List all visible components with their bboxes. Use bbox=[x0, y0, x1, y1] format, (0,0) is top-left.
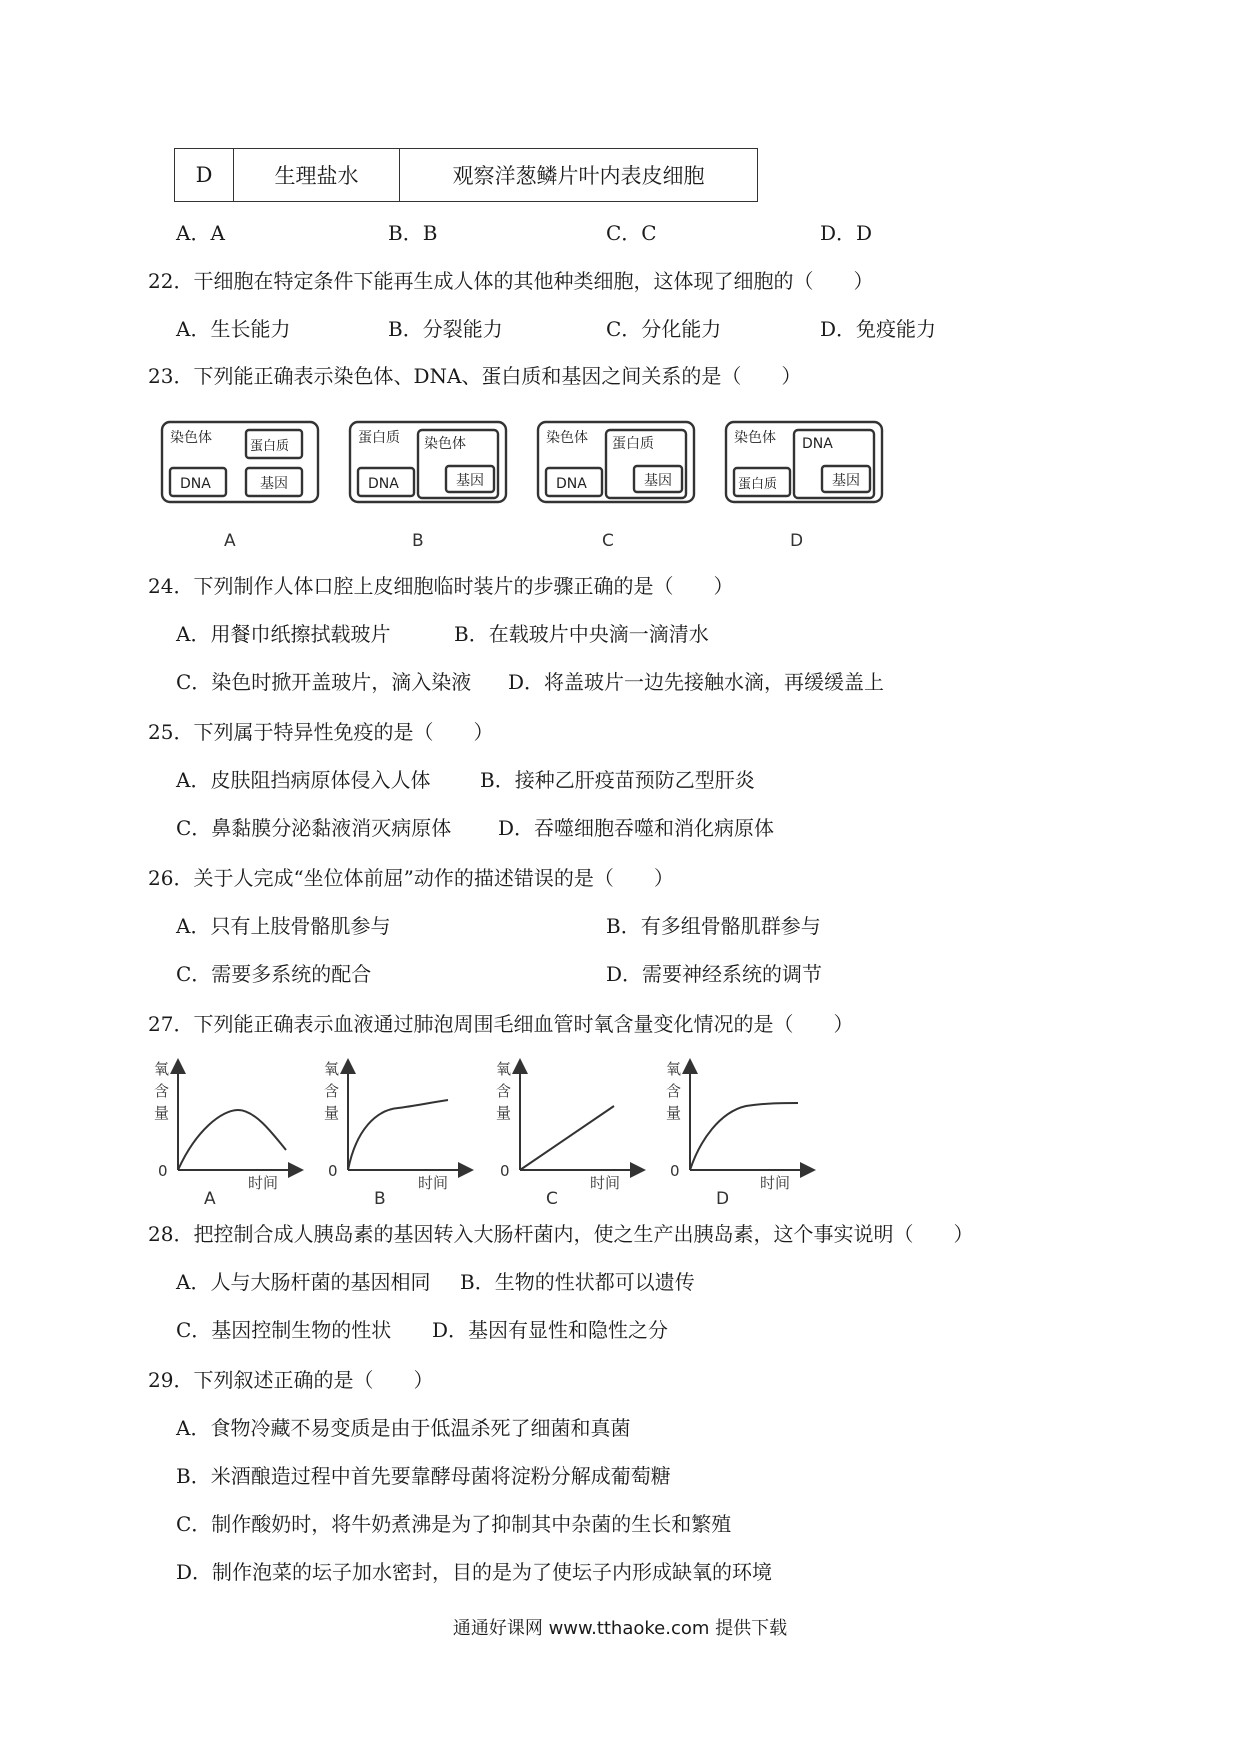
question-21-table bbox=[174, 148, 758, 202]
graph-a-ylabel: 量 bbox=[154, 1104, 170, 1122]
diagram-d-chromosome-label: 染色体 bbox=[734, 430, 776, 446]
diagram-d-dna-label: DNA bbox=[802, 436, 833, 452]
q23-stem: 23．下列能正确表示染色体、DNA、蛋白质和基因之间关系的是（ ） bbox=[148, 364, 802, 388]
q21-option-c[interactable]: C．C bbox=[606, 221, 657, 245]
graph-c-ylabel: 含 bbox=[496, 1082, 512, 1100]
diagram-a-chromosome-label: 染色体 bbox=[170, 430, 212, 446]
diagram-b-dna-label: DNA bbox=[368, 476, 399, 492]
graph-c-letter[interactable]: C bbox=[546, 1189, 558, 1208]
graph-b-xlabel: 时间 bbox=[418, 1174, 449, 1192]
diagram-c-dna-label: DNA bbox=[556, 476, 587, 492]
q23-diagrams bbox=[150, 412, 910, 552]
q29-option-a[interactable]: A．食物冷藏不易变质是由于低温杀死了细菌和真菌 bbox=[176, 1416, 631, 1440]
q22-stem: 22．干细胞在特定条件下能再生成人体的其他种类细胞，这体现了细胞的（ ） bbox=[148, 269, 874, 293]
graph-d-letter[interactable]: D bbox=[716, 1189, 730, 1208]
table-cell-purpose: 观察洋葱鳞片叶内表皮细胞 bbox=[400, 149, 758, 202]
q26-option-d[interactable]: D．需要神经系统的调节 bbox=[606, 962, 823, 986]
q22-option-b[interactable]: B．分裂能力 bbox=[388, 317, 503, 341]
diagram-d-letter[interactable]: D bbox=[790, 531, 804, 551]
q25-option-b[interactable]: B．接种乙肝疫苗预防乙型肝炎 bbox=[480, 768, 755, 792]
graph-d-xlabel: 时间 bbox=[760, 1174, 791, 1192]
q24-option-d[interactable]: D．将盖玻片一边先接触水滴，再缓缓盖上 bbox=[508, 670, 885, 694]
diagram-a-dna-label: DNA bbox=[180, 476, 211, 492]
graph-c-curve bbox=[520, 1106, 614, 1170]
graph-a-ylabel: 氧 bbox=[154, 1060, 170, 1078]
diagram-c-gene-label: 基因 bbox=[644, 473, 672, 489]
graph-c-ylabel: 氧 bbox=[496, 1060, 512, 1078]
graph-b-ylabel: 氧 bbox=[324, 1060, 340, 1078]
graph-c-ylabel: 量 bbox=[496, 1104, 512, 1122]
graph-d-ylabel: 量 bbox=[666, 1104, 682, 1122]
q24-option-a[interactable]: A．用餐巾纸擦拭载玻片 bbox=[176, 622, 391, 646]
graph-a-curve bbox=[178, 1110, 286, 1170]
diagram-d-protein-label: 蛋白质 bbox=[738, 477, 778, 492]
graph-d-ylabel: 氧 bbox=[666, 1060, 682, 1078]
diagram-b-protein-label: 蛋白质 bbox=[358, 430, 400, 446]
q27-graphs bbox=[150, 1058, 870, 1208]
diagram-a-letter[interactable]: A bbox=[224, 531, 236, 551]
q28-stem: 28．把控制合成人胰岛素的基因转入大肠杆菌内，使之生产出胰岛素，这个事实说明（ ） bbox=[148, 1222, 974, 1246]
q25-option-a[interactable]: A．皮肤阻挡病原体侵入人体 bbox=[176, 768, 431, 792]
q21-option-a[interactable]: A．A bbox=[176, 221, 225, 245]
graph-a-letter[interactable]: A bbox=[204, 1189, 216, 1208]
q28-option-a[interactable]: A．人与大肠杆菌的基因相同 bbox=[176, 1270, 431, 1294]
q25-option-d[interactable]: D．吞噬细胞吞噬和消化病原体 bbox=[498, 816, 775, 840]
q28-option-c[interactable]: C．基因控制生物的性状 bbox=[176, 1318, 392, 1342]
graph-b-curve bbox=[348, 1100, 448, 1170]
q22-option-c[interactable]: C．分化能力 bbox=[606, 317, 722, 341]
q21-option-b[interactable]: B．B bbox=[388, 221, 438, 245]
diagram-b-letter[interactable]: B bbox=[412, 531, 424, 551]
diagram-a-protein-label: 蛋白质 bbox=[250, 439, 290, 454]
q29-option-b[interactable]: B．米酒酿造过程中首先要靠酵母菌将淀粉分解成葡萄糖 bbox=[176, 1464, 671, 1488]
graph-d-ylabel: 含 bbox=[666, 1082, 682, 1100]
q24-stem: 24．下列制作人体口腔上皮细胞临时装片的步骤正确的是（ ） bbox=[148, 574, 734, 598]
diagram-c-protein-label: 蛋白质 bbox=[612, 436, 654, 452]
graph-d-origin: 0 bbox=[670, 1162, 680, 1180]
q24-option-c[interactable]: C．染色时掀开盖玻片，滴入染液 bbox=[176, 670, 472, 694]
graph-b-letter[interactable]: B bbox=[374, 1189, 386, 1208]
q25-stem: 25．下列属于特异性免疫的是（ ） bbox=[148, 720, 494, 744]
q29-option-c[interactable]: C．制作酸奶时，将牛奶煮沸是为了抑制其中杂菌的生长和繁殖 bbox=[176, 1512, 732, 1536]
q26-stem: 26．关于人完成“坐位体前屈”动作的描述错误的是（ ） bbox=[148, 866, 674, 890]
q22-option-a[interactable]: A．生长能力 bbox=[176, 317, 291, 341]
graph-b-ylabel: 含 bbox=[324, 1082, 340, 1100]
q29-stem: 29．下列叙述正确的是（ ） bbox=[148, 1368, 434, 1392]
q28-option-b[interactable]: B．生物的性状都可以遗传 bbox=[460, 1270, 695, 1294]
diagram-b-gene-label: 基因 bbox=[456, 473, 484, 489]
diagram-d-gene-label: 基因 bbox=[832, 473, 860, 489]
q26-option-a[interactable]: A．只有上肢骨骼肌参与 bbox=[176, 914, 391, 938]
q24-option-b[interactable]: B．在载玻片中央滴一滴清水 bbox=[454, 622, 709, 646]
graph-a-ylabel: 含 bbox=[154, 1082, 170, 1100]
graph-d-curve bbox=[690, 1103, 798, 1170]
graph-a-origin: 0 bbox=[158, 1162, 168, 1180]
diagram-a-gene-label: 基因 bbox=[260, 476, 288, 492]
q26-option-c[interactable]: C．需要多系统的配合 bbox=[176, 962, 372, 986]
graph-b-ylabel: 量 bbox=[324, 1104, 340, 1122]
q22-option-d[interactable]: D．免疫能力 bbox=[820, 317, 937, 341]
q21-option-d[interactable]: D．D bbox=[820, 221, 873, 245]
q27-stem: 27．下列能正确表示血液通过肺泡周围毛细血管时氧含量变化情况的是（ ） bbox=[148, 1012, 854, 1036]
page-footer: 通通好课网 www.tthaoke.com 提供下载 bbox=[452, 1618, 788, 1639]
graph-b-origin: 0 bbox=[328, 1162, 338, 1180]
table-cell-reagent: 生理盐水 bbox=[234, 149, 400, 202]
graph-c-xlabel: 时间 bbox=[590, 1174, 621, 1192]
table-row bbox=[175, 149, 758, 202]
diagram-c-chromosome-label: 染色体 bbox=[546, 430, 588, 446]
graph-a-xlabel: 时间 bbox=[248, 1174, 279, 1192]
diagram-b-chromosome-label: 染色体 bbox=[424, 436, 466, 452]
q28-option-d[interactable]: D．基因有显性和隐性之分 bbox=[432, 1318, 669, 1342]
diagram-c-letter[interactable]: C bbox=[602, 531, 614, 551]
q25-option-c[interactable]: C．鼻黏膜分泌黏液消灭病原体 bbox=[176, 816, 452, 840]
q29-option-d[interactable]: D．制作泡菜的坛子加水密封，目的是为了使坛子内形成缺氧的环境 bbox=[176, 1560, 773, 1584]
q26-option-b[interactable]: B．有多组骨骼肌群参与 bbox=[606, 914, 821, 938]
graph-c-origin: 0 bbox=[500, 1162, 510, 1180]
table-cell-option: D bbox=[175, 149, 234, 202]
